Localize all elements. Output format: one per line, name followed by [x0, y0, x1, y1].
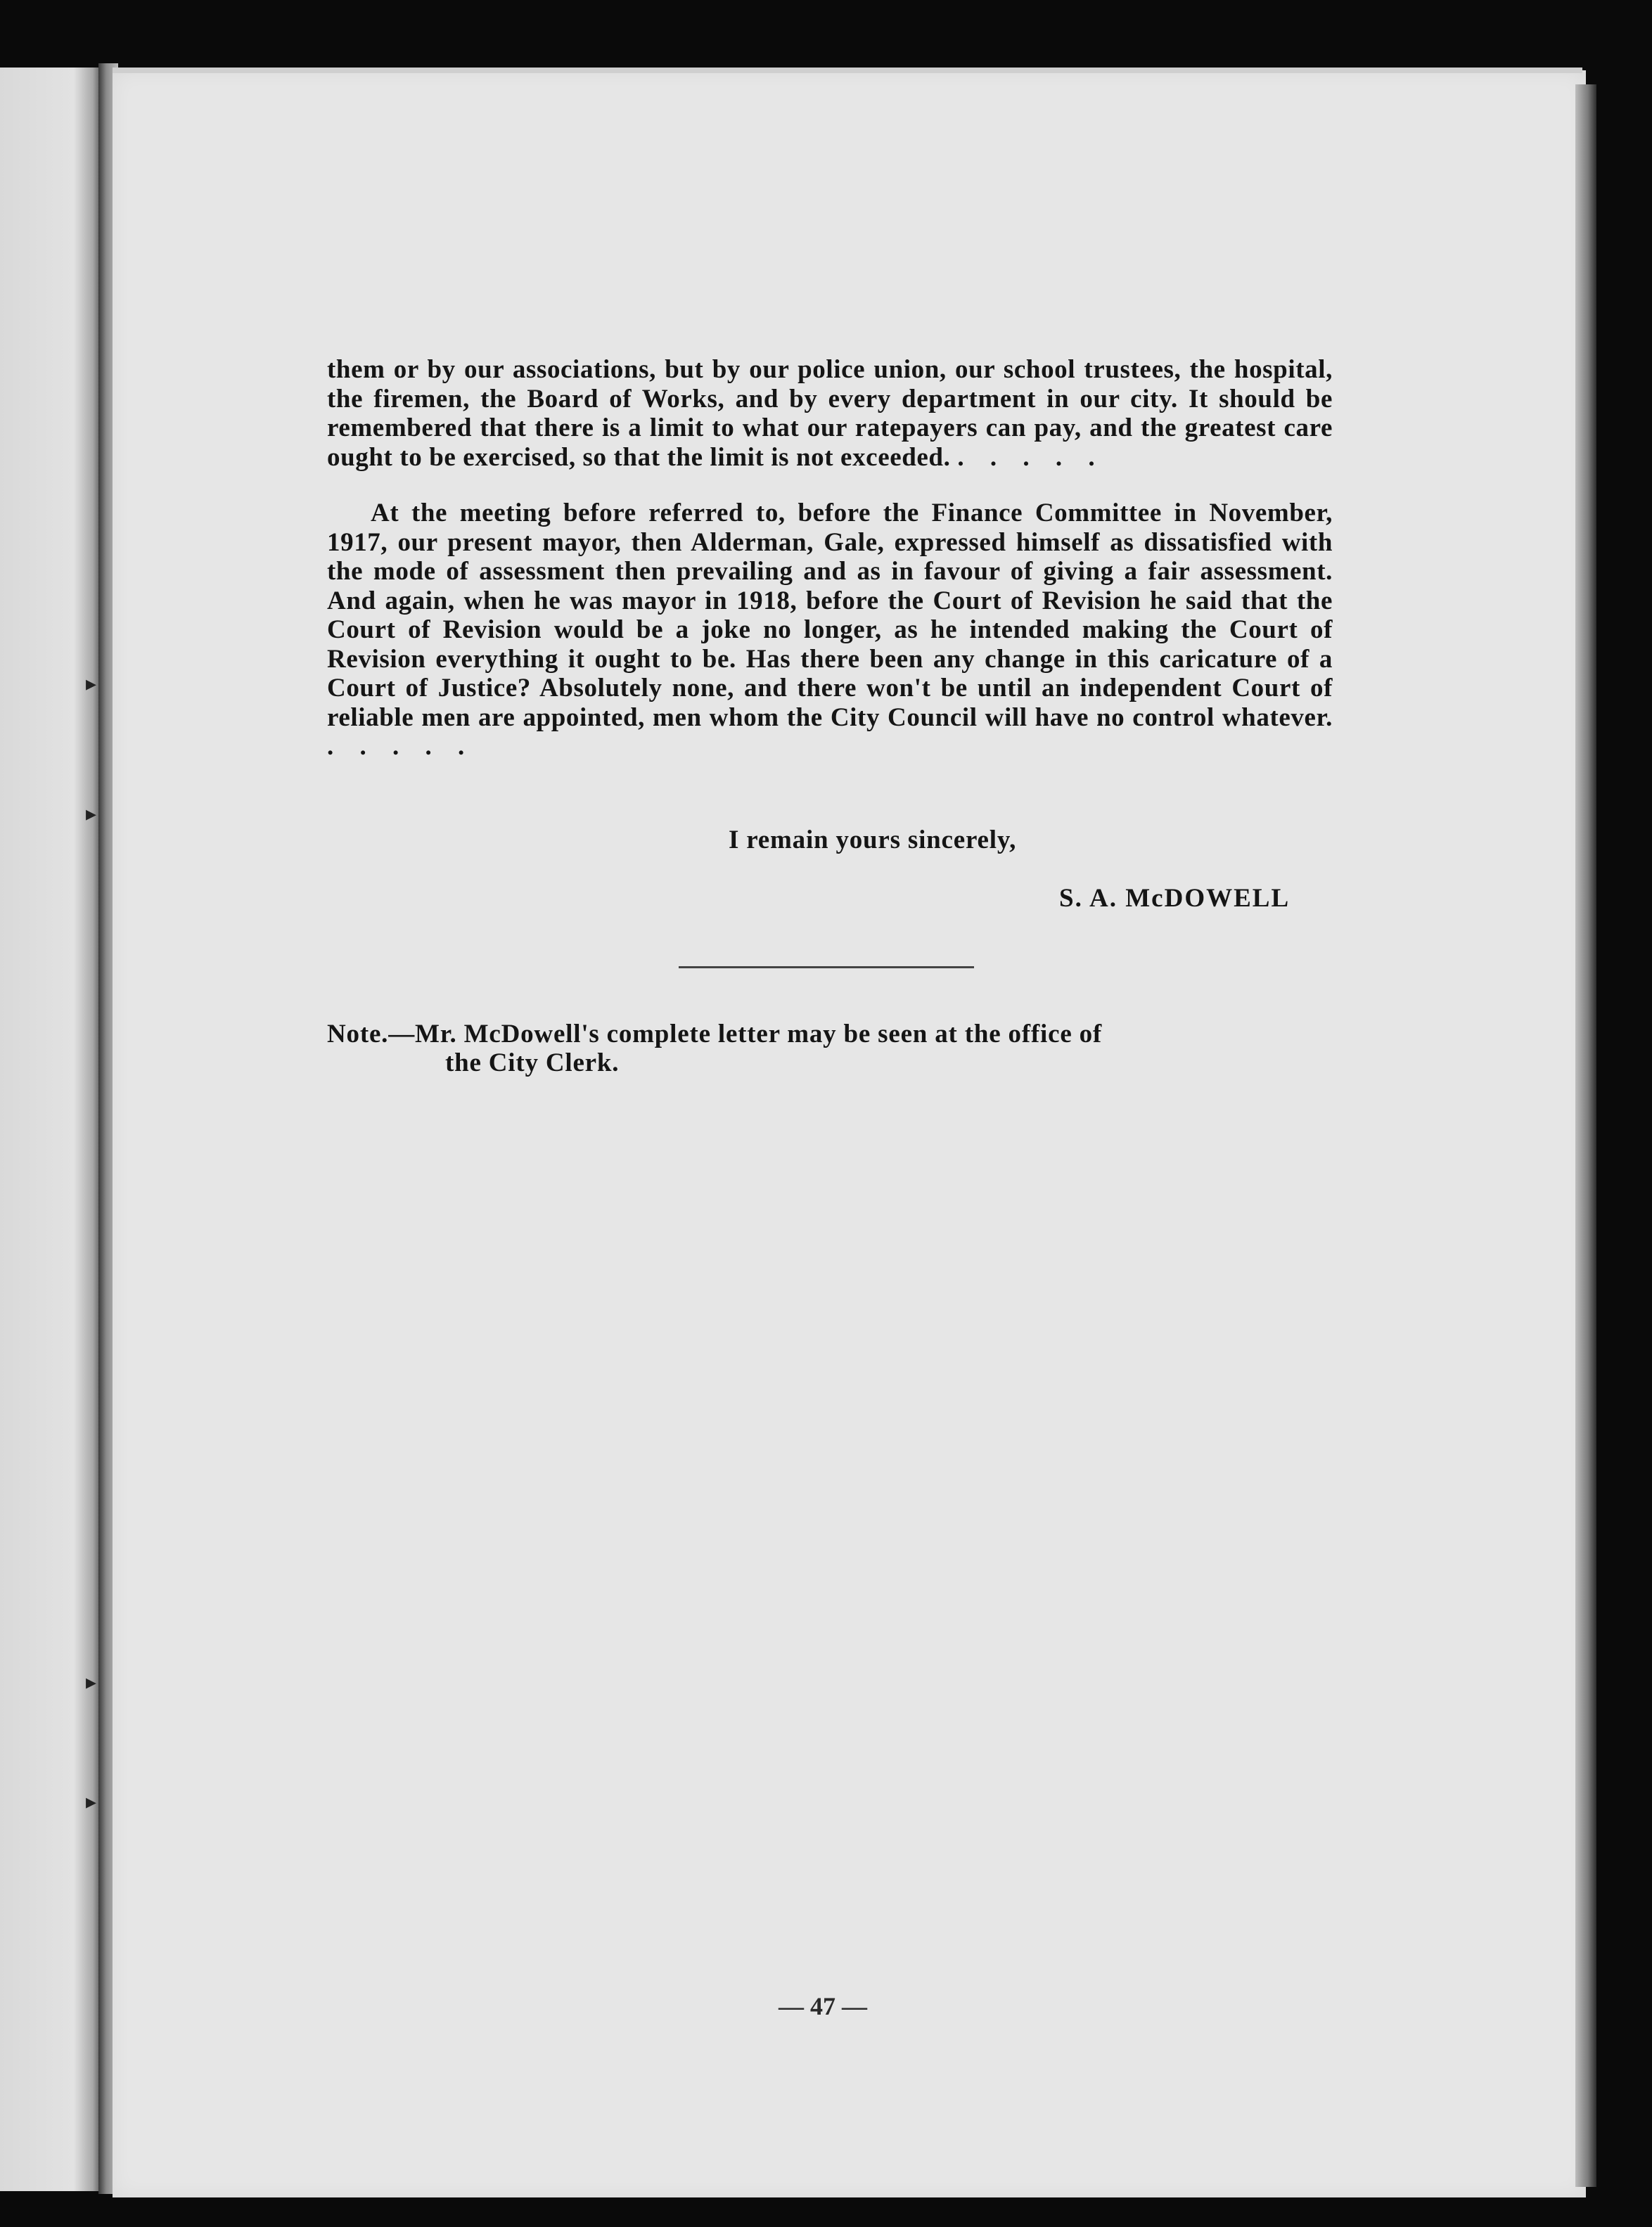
- note-line-2: the City Clerk.: [445, 1048, 620, 1077]
- footnote: [327, 1020, 1333, 1077]
- signature: S. A. McDOWELL: [1059, 884, 1291, 913]
- letter-body: [327, 355, 1333, 762]
- binding-mark-icon: ▸: [86, 1790, 97, 1814]
- page-number: — 47 —: [779, 1992, 867, 2020]
- closing-line: I remain yours sincerely,: [729, 826, 1017, 854]
- left-page-edge: [0, 68, 105, 2191]
- paragraph-2: [327, 499, 1333, 762]
- paragraph-1: [327, 355, 1333, 472]
- binding-mark-icon: ▸: [86, 1670, 97, 1695]
- binding-mark-icon: ▸: [86, 672, 97, 696]
- page-right-edge: [1575, 84, 1596, 2187]
- ellipsis: . . . . .: [957, 442, 1105, 472]
- divider-rule: [679, 966, 974, 968]
- ellipsis: . . . . .: [327, 732, 475, 761]
- paragraph-1-text: them or by our associations, but by our police union, our school trustees, the hospital, the firemen, the Board of Works, and by every department in our city. It should be remembered that there is a limit to what our ratepayers can pay, and the greatest care ought to be exercised, so that the limit is not exceeded.: [327, 355, 1333, 472]
- paragraph-2-text: At the meeting before referred to, before the Finance Committee in November, 1917, our present mayor, then Alderman, Gale, expressed himself as dissatisfied with the mode of assessment then prevailing and as in favour of giving a fair assessment. And again, when he was mayor in 1918, before the Court of Revision he said that the Court of Revision would be a joke no longer, as he intended making the Court of Revision everything it ought to be. Has there been any change in this caricature of a Court of Justice? Absolutely none, and there won't be until an independent Court of reliable men are appointed, men whom the City Council will have no control whatever.: [327, 499, 1333, 732]
- binding-mark-icon: ▸: [86, 802, 97, 826]
- page-top-edge: [113, 68, 1582, 73]
- note-line-1: Note.—Mr. McDowell's complete letter may be seen at the office of: [327, 1020, 1103, 1048]
